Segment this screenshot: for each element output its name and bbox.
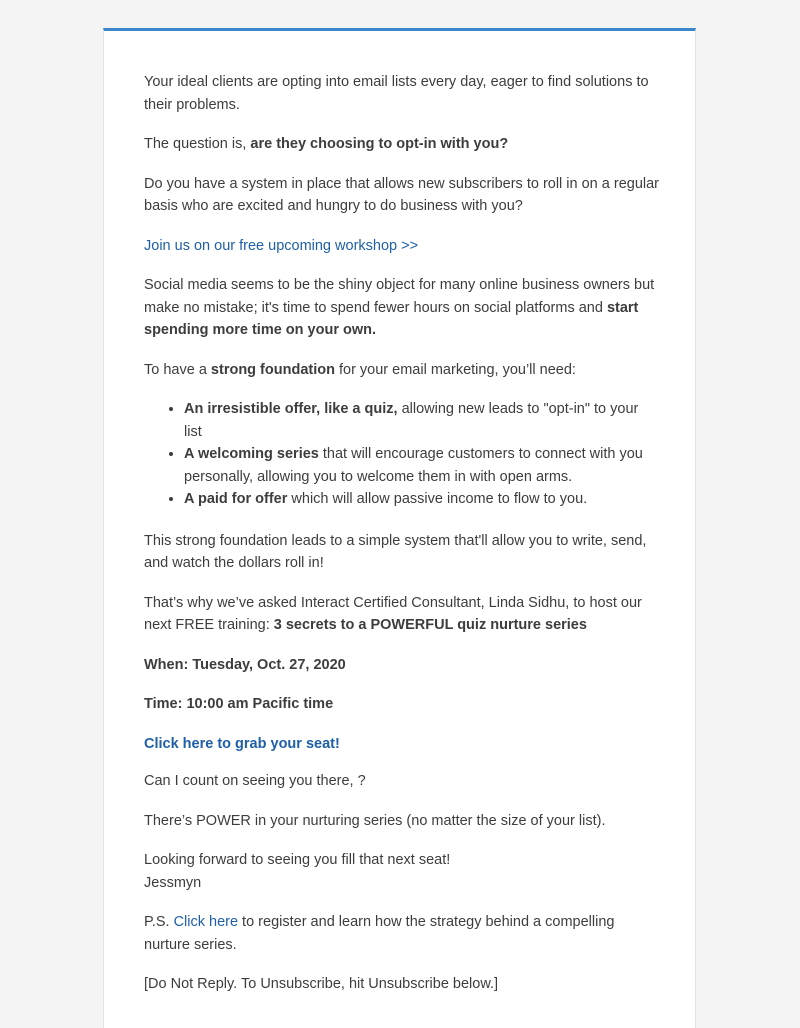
footer-note: [Do Not Reply. To Unsubscribe, hit Unsubscribe below.]: [144, 976, 499, 992]
list-item-text: allowing new leads to "opt-in" to your list: [184, 401, 639, 440]
event-time: [144, 693, 659, 716]
ps-paragraph: [144, 911, 659, 956]
simple-system-paragraph: This strong foundation leads to a simple system that'll allow you to write, send, and watch the dollars roll in!: [144, 532, 647, 571]
event-date: [144, 654, 659, 677]
list-item: [184, 398, 659, 443]
ps-link[interactable]: Click here: [173, 914, 239, 930]
training-text: That’s why we’ve asked Interact Certified Consultant, Linda Sidhu, to host our next FREE training:: [144, 594, 642, 633]
power-paragraph: There’s POWER in your nurturing series (no matter the size of your list).: [144, 812, 606, 829]
foundation-pre: To have a: [144, 361, 211, 378]
grab-seat-link[interactable]: Click here to grab your seat!: [144, 735, 340, 752]
question-bold: are they choosing to opt-in with you?: [250, 136, 509, 152]
social-bold: start spending more time on your own.: [144, 299, 639, 338]
list-item-text: that will encourage customers to connect with you personally, allowing you to welcome them in with open arms.: [184, 446, 643, 485]
training-title: 3 secrets to a POWERFUL quiz nurture series: [273, 617, 587, 633]
social-paragraph: [144, 274, 659, 342]
question-paragraph: [144, 133, 659, 156]
training-paragraph: [144, 592, 659, 637]
needs-list: [144, 398, 659, 511]
question-text: The question is,: [144, 136, 251, 152]
seat-paragraph: [144, 733, 659, 756]
intro-paragraph: Your ideal clients are opting into email lists every day, eager to find solutions to their problems.: [144, 74, 649, 113]
closing-line: Looking forward to seeing you fill that next seat!: [144, 852, 451, 868]
email-card: [103, 28, 696, 1028]
social-text: Social media seems to be the shiny object for many online business owners but make no mistake; it's time to spend fewer hours on social platforms and: [144, 277, 655, 316]
email-body: [144, 71, 659, 1013]
list-item-bold: A paid for offer: [184, 491, 288, 507]
list-item: [184, 488, 659, 511]
foundation-post: for your email marketing, you’ll need:: [334, 361, 576, 378]
list-item-bold: A welcoming series: [184, 446, 319, 462]
event-time-text: Time: 10:00 am Pacific time: [144, 696, 334, 712]
list-item-text: which will allow passive income to flow to you.: [287, 491, 588, 507]
workshop-paragraph: [144, 235, 659, 258]
foundation-paragraph: [144, 359, 659, 382]
event-date-text: When: Tuesday, Oct. 27, 2020: [144, 656, 346, 673]
ps-prefix: P.S.: [144, 914, 174, 930]
list-item-bold: An irresistible offer, like a quiz,: [184, 401, 398, 417]
ps-text: to register and learn how the strategy behind a compelling nurture series.: [144, 914, 615, 953]
list-item: [184, 443, 659, 488]
foundation-bold: strong foundation: [210, 361, 335, 378]
signature: Jessmyn: [144, 874, 202, 891]
count-on-paragraph: Can I count on seeing you there, ?: [144, 773, 366, 789]
system-paragraph: Do you have a system in place that allows new subscribers to roll in on a regular basis who are excited and hungry to do business with you?: [144, 175, 660, 214]
workshop-link[interactable]: Join us on our free upcoming workshop >>: [144, 237, 419, 254]
